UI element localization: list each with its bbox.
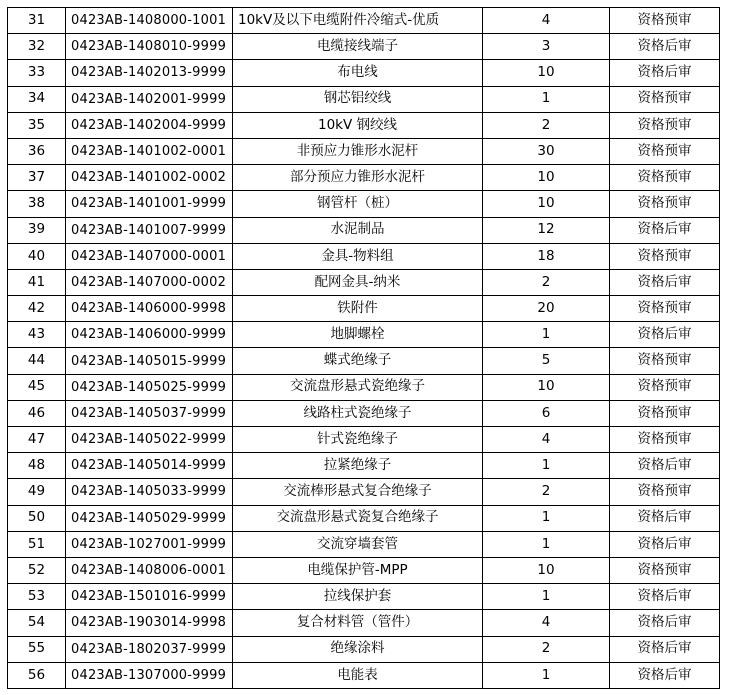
row-number-cell: 54: [8, 610, 66, 636]
review-mode-cell: 资格后审: [610, 60, 720, 86]
material-code-cell: 0423AB-1405025-9999: [66, 374, 233, 400]
material-name-cell: 拉线保护套: [233, 584, 483, 610]
quantity-cell: 5: [483, 348, 610, 374]
material-code-cell: 0423AB-1802037-9999: [66, 636, 233, 662]
material-code-cell: 0423AB-1401002-0001: [66, 138, 233, 164]
material-name-cell: 线路柱式瓷绝缘子: [233, 400, 483, 426]
material-code-cell: 0423AB-1501016-9999: [66, 584, 233, 610]
review-mode-cell: 资格预审: [610, 86, 720, 112]
quantity-cell: 2: [483, 636, 610, 662]
review-mode-cell: 资格预审: [610, 112, 720, 138]
review-mode-cell: 资格后审: [610, 636, 720, 662]
material-code-cell: 0423AB-1307000-9999: [66, 662, 233, 688]
review-mode-cell: 资格预审: [610, 374, 720, 400]
table-row: [8, 296, 720, 322]
table-row: [8, 138, 720, 164]
review-mode-cell: 资格后审: [610, 531, 720, 557]
row-number-cell: 31: [8, 8, 66, 34]
material-name-cell: 针式瓷绝缘子: [233, 427, 483, 453]
material-name-cell: 蝶式绝缘子: [233, 348, 483, 374]
material-name-cell: 交流盘形悬式瓷复合绝缘子: [233, 505, 483, 531]
review-mode-cell: 资格后审: [610, 34, 720, 60]
row-number-cell: 43: [8, 322, 66, 348]
material-name-cell: 交流盘形悬式瓷绝缘子: [233, 374, 483, 400]
quantity-cell: 4: [483, 8, 610, 34]
quantity-cell: 1: [483, 453, 610, 479]
material-code-cell: 0423AB-1402004-9999: [66, 112, 233, 138]
review-mode-cell: 资格预审: [610, 427, 720, 453]
row-number-cell: 45: [8, 374, 66, 400]
review-mode-cell: 资格预审: [610, 8, 720, 34]
material-code-cell: 0423AB-1402013-9999: [66, 60, 233, 86]
row-number-cell: 52: [8, 557, 66, 583]
quantity-cell: 1: [483, 505, 610, 531]
quantity-cell: 2: [483, 479, 610, 505]
review-mode-cell: 资格后审: [610, 217, 720, 243]
material-name-cell: 复合材料管（管件）: [233, 610, 483, 636]
row-number-cell: 35: [8, 112, 66, 138]
row-number-cell: 34: [8, 86, 66, 112]
quantity-cell: 20: [483, 296, 610, 322]
material-name-cell: 绝缘涂料: [233, 636, 483, 662]
table-row: [8, 427, 720, 453]
material-name-cell: 部分预应力锥形水泥杆: [233, 165, 483, 191]
material-name-cell: 铁附件: [233, 296, 483, 322]
procurement-table: [7, 7, 720, 689]
material-code-cell: 0423AB-1401001-9999: [66, 191, 233, 217]
table-row: [8, 584, 720, 610]
row-number-cell: 36: [8, 138, 66, 164]
material-code-cell: 0423AB-1408000-1001: [66, 8, 233, 34]
material-code-cell: 0423AB-1405015-9999: [66, 348, 233, 374]
material-code-cell: 0423AB-1401007-9999: [66, 217, 233, 243]
quantity-cell: 10: [483, 557, 610, 583]
material-code-cell: 0423AB-1406000-9998: [66, 296, 233, 322]
table-row: [8, 531, 720, 557]
row-number-cell: 56: [8, 662, 66, 688]
quantity-cell: 1: [483, 662, 610, 688]
table-row: [8, 479, 720, 505]
quantity-cell: 4: [483, 427, 610, 453]
quantity-cell: 6: [483, 400, 610, 426]
row-number-cell: 44: [8, 348, 66, 374]
review-mode-cell: 资格后审: [610, 505, 720, 531]
table-row: [8, 557, 720, 583]
review-mode-cell: 资格预审: [610, 348, 720, 374]
review-mode-cell: 资格后审: [610, 584, 720, 610]
table-row: [8, 453, 720, 479]
row-number-cell: 50: [8, 505, 66, 531]
material-name-cell: 10kV 钢绞线: [233, 112, 483, 138]
table-row: [8, 243, 720, 269]
material-code-cell: 0423AB-1405037-9999: [66, 400, 233, 426]
review-mode-cell: 资格预审: [610, 191, 720, 217]
material-name-cell: 电能表: [233, 662, 483, 688]
review-mode-cell: 资格预审: [610, 296, 720, 322]
review-mode-cell: 资格预审: [610, 138, 720, 164]
material-name-cell: 拉紧绝缘子: [233, 453, 483, 479]
material-code-cell: 0423AB-1405022-9999: [66, 427, 233, 453]
row-number-cell: 47: [8, 427, 66, 453]
table-body: [8, 8, 720, 689]
row-number-cell: 46: [8, 400, 66, 426]
row-number-cell: 55: [8, 636, 66, 662]
review-mode-cell: 资格预审: [610, 243, 720, 269]
material-name-cell: 金具-物料组: [233, 243, 483, 269]
material-name-cell: 交流棒形悬式复合绝缘子: [233, 479, 483, 505]
review-mode-cell: 资格后审: [610, 610, 720, 636]
quantity-cell: 1: [483, 86, 610, 112]
review-mode-cell: 资格预审: [610, 479, 720, 505]
review-mode-cell: 资格后审: [610, 322, 720, 348]
quantity-cell: 12: [483, 217, 610, 243]
table-row: [8, 505, 720, 531]
material-code-cell: 0423AB-1408010-9999: [66, 34, 233, 60]
review-mode-cell: 资格后审: [610, 269, 720, 295]
quantity-cell: 10: [483, 191, 610, 217]
material-name-cell: 10kV及以下电缆附件冷缩式-优质: [233, 8, 483, 34]
material-code-cell: 0423AB-1407000-0001: [66, 243, 233, 269]
row-number-cell: 48: [8, 453, 66, 479]
quantity-cell: 1: [483, 322, 610, 348]
table-row: [8, 217, 720, 243]
material-code-cell: 0423AB-1401002-0002: [66, 165, 233, 191]
table-row: [8, 348, 720, 374]
material-name-cell: 配网金具-纳米: [233, 269, 483, 295]
material-name-cell: 交流穿墙套管: [233, 531, 483, 557]
quantity-cell: 10: [483, 165, 610, 191]
quantity-cell: 4: [483, 610, 610, 636]
row-number-cell: 33: [8, 60, 66, 86]
table-row: [8, 8, 720, 34]
quantity-cell: 1: [483, 584, 610, 610]
review-mode-cell: 资格预审: [610, 400, 720, 426]
table-row: [8, 662, 720, 688]
row-number-cell: 40: [8, 243, 66, 269]
material-name-cell: 布电线: [233, 60, 483, 86]
material-name-cell: 钢芯铝绞线: [233, 86, 483, 112]
row-number-cell: 41: [8, 269, 66, 295]
quantity-cell: 2: [483, 269, 610, 295]
row-number-cell: 51: [8, 531, 66, 557]
material-code-cell: 0423AB-1402001-9999: [66, 86, 233, 112]
quantity-cell: 18: [483, 243, 610, 269]
row-number-cell: 38: [8, 191, 66, 217]
table-row: [8, 60, 720, 86]
table-row: [8, 374, 720, 400]
material-name-cell: 非预应力锥形水泥杆: [233, 138, 483, 164]
row-number-cell: 37: [8, 165, 66, 191]
table-row: [8, 269, 720, 295]
row-number-cell: 32: [8, 34, 66, 60]
material-code-cell: 0423AB-1405014-9999: [66, 453, 233, 479]
row-number-cell: 39: [8, 217, 66, 243]
material-name-cell: 地脚螺栓: [233, 322, 483, 348]
quantity-cell: 1: [483, 531, 610, 557]
material-name-cell: 钢管杆（桩）: [233, 191, 483, 217]
material-code-cell: 0423AB-1408006-0001: [66, 557, 233, 583]
review-mode-cell: 资格后审: [610, 453, 720, 479]
quantity-cell: 10: [483, 60, 610, 86]
material-name-cell: 电缆保护管-MPP: [233, 557, 483, 583]
table-row: [8, 322, 720, 348]
material-code-cell: 0423AB-1405029-9999: [66, 505, 233, 531]
table-row: [8, 165, 720, 191]
table-row: [8, 112, 720, 138]
table-row: [8, 610, 720, 636]
table-row: [8, 636, 720, 662]
quantity-cell: 3: [483, 34, 610, 60]
material-code-cell: 0423AB-1903014-9998: [66, 610, 233, 636]
material-code-cell: 0423AB-1406000-9999: [66, 322, 233, 348]
row-number-cell: 49: [8, 479, 66, 505]
review-mode-cell: 资格预审: [610, 557, 720, 583]
material-code-cell: 0423AB-1027001-9999: [66, 531, 233, 557]
material-code-cell: 0423AB-1407000-0002: [66, 269, 233, 295]
review-mode-cell: 资格预审: [610, 165, 720, 191]
row-number-cell: 53: [8, 584, 66, 610]
table-row: [8, 400, 720, 426]
table-row: [8, 34, 720, 60]
quantity-cell: 30: [483, 138, 610, 164]
quantity-cell: 10: [483, 374, 610, 400]
row-number-cell: 42: [8, 296, 66, 322]
table-row: [8, 191, 720, 217]
quantity-cell: 2: [483, 112, 610, 138]
table-row: [8, 86, 720, 112]
material-name-cell: 水泥制品: [233, 217, 483, 243]
review-mode-cell: 资格后审: [610, 662, 720, 688]
material-code-cell: 0423AB-1405033-9999: [66, 479, 233, 505]
material-name-cell: 电缆接线端子: [233, 34, 483, 60]
